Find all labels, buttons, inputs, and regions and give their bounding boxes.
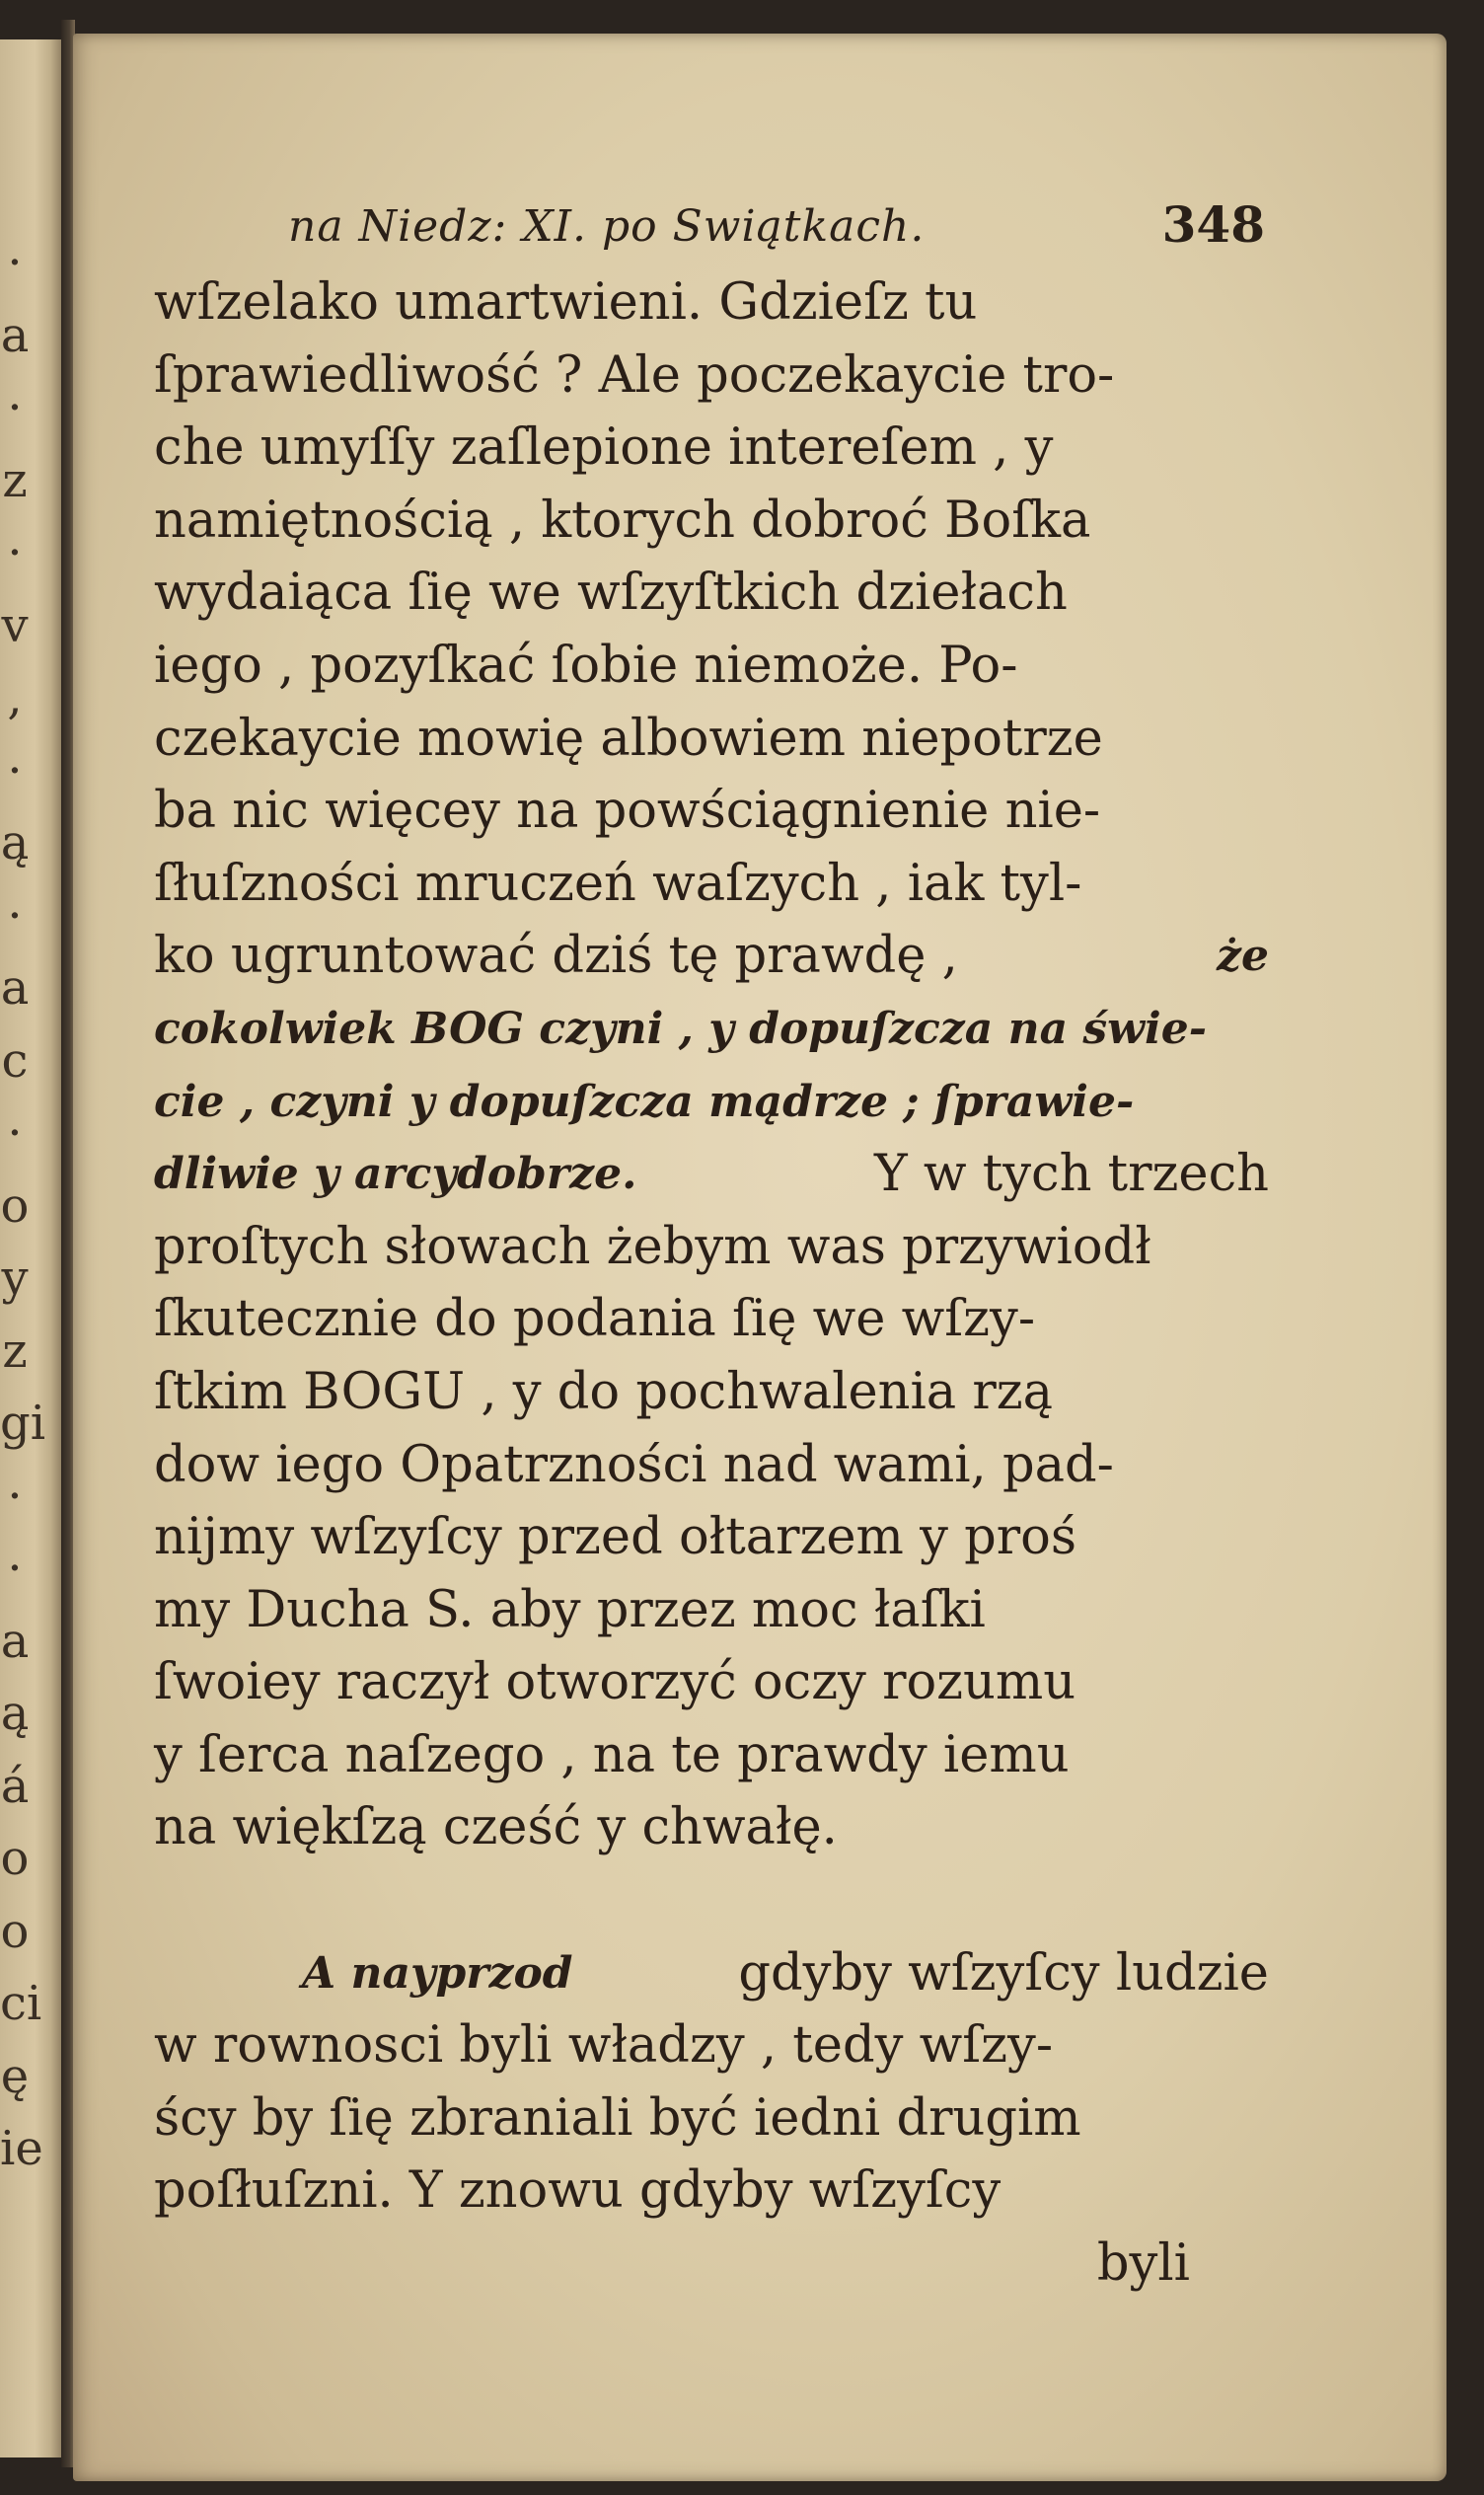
fragment: a <box>0 960 30 1016</box>
fragment: c <box>1 1032 29 1089</box>
fragment: a <box>0 1613 30 1669</box>
text-line: my Ducha S. aby przez moc łaſki <box>154 1580 986 1639</box>
header-title: na Niedz: XI. po Swiątkach. <box>288 201 926 252</box>
text-line: ſwoiey raczył otworzyć oczy rozumu <box>154 1653 1076 1712</box>
fragment: ę <box>0 2048 30 2104</box>
text-line: dow iego Opatrzności nad wami, pad- <box>154 1435 1114 1494</box>
text-segment: Y w tych trzech <box>873 1145 1269 1204</box>
running-header <box>219 191 1265 261</box>
fragment: · <box>7 1105 23 1161</box>
text-line: na więkſzą cześć y chwałę. <box>154 1798 838 1857</box>
text-line: czekaycie mowię albowiem niepotrze <box>154 709 1103 768</box>
italic-segment: że <box>1217 931 1269 982</box>
text-line: proſtych słowach żebym was przywiodł <box>154 1217 1151 1276</box>
text-line: wſzelako umartwieni. Gdzieſz tu <box>154 273 978 332</box>
fragment: ci <box>0 1976 42 2031</box>
text-segment: ko ugruntować dziś tę prawdę , <box>154 927 958 986</box>
text-line: poſłuſzni. Y znowu gdyby wſzyſcy <box>154 2161 1002 2221</box>
fragment: v <box>1 597 29 653</box>
text-line: namiętnością , ktorych dobroć Boſka <box>154 491 1091 550</box>
fragment: gi <box>0 1396 46 1451</box>
text-line: w rownosci byli władzy , tedy wſzy- <box>154 2016 1054 2076</box>
text-line: ſkutecznie do podania ſię we wſzy- <box>154 1290 1036 1349</box>
fragment: o <box>0 1177 30 1234</box>
text-line: ba nic więcey na powściągnienie nie- <box>154 782 1101 841</box>
fragment: o <box>0 1903 30 1959</box>
italic-line: cokolwiek BOG czyni , y dopuſzcza na świe- <box>154 1003 1208 1054</box>
page-number: 348 <box>1161 195 1265 254</box>
paragraph-gap <box>154 1864 1269 1937</box>
text-line: iego , pozyſkać ſobie niemoże. Po- <box>154 636 1018 695</box>
fragment: · <box>7 1468 23 1524</box>
text-line: wydaiąca ſię we wſzyſtkich dziełach <box>154 564 1068 623</box>
fragment: o <box>0 1831 30 1886</box>
fragment: z <box>2 452 28 508</box>
italic-segment: A nayprzod <box>302 1947 573 1999</box>
fragment: ie <box>0 2121 43 2176</box>
text-line: ſprawiedliwość ? Ale poczekaycie tro- <box>154 345 1115 405</box>
fragment: · <box>7 1541 23 1596</box>
catchword: byli <box>1096 2234 1190 2294</box>
text-line: y ſerca naſzego , na te prawdy iemu <box>154 1725 1070 1784</box>
fragment: · <box>7 235 23 290</box>
fragment: ą <box>0 1686 30 1741</box>
fragment: a <box>0 307 30 363</box>
fragment: · <box>7 525 23 580</box>
fragment: ą <box>0 815 30 870</box>
left-page-fragments <box>0 227 46 2186</box>
text-line: nijmy wſzyſcy przed ołtarzem y proś <box>154 1508 1077 1567</box>
fragment: z <box>2 1323 28 1379</box>
fragment: · <box>7 887 23 944</box>
text-line: ſtkim BOGU , y do pochwalenia rzą <box>154 1362 1054 1421</box>
fragment: · <box>7 380 23 435</box>
left-facing-page <box>0 39 63 2457</box>
paragraph-opening-line <box>154 1937 1269 2010</box>
fragment: á <box>0 1758 30 1814</box>
text-line-with-italic <box>154 920 1269 993</box>
text-segment: gdyby wſzyſcy ludzie <box>738 1943 1269 2003</box>
body-text <box>154 266 1269 2301</box>
book-page <box>73 34 1447 2481</box>
text-line-mixed <box>154 1138 1269 1211</box>
text-line: ścy by ſię zbraniali być iedni drugim <box>154 2088 1081 2148</box>
fragment: · <box>7 742 23 798</box>
italic-segment: dliwie y arcydobrze. <box>154 1149 637 1200</box>
fragment: , <box>7 670 23 725</box>
italic-line: cie , czyni y dopuſzcza mądrze ; ſprawie- <box>154 1076 1135 1127</box>
fragment: y <box>1 1250 29 1306</box>
text-line: ſłuſzności mruczeń waſzych , iak tyl- <box>154 854 1082 913</box>
text-line: che umyſſy zaſlepione intereſem , y <box>154 418 1054 478</box>
